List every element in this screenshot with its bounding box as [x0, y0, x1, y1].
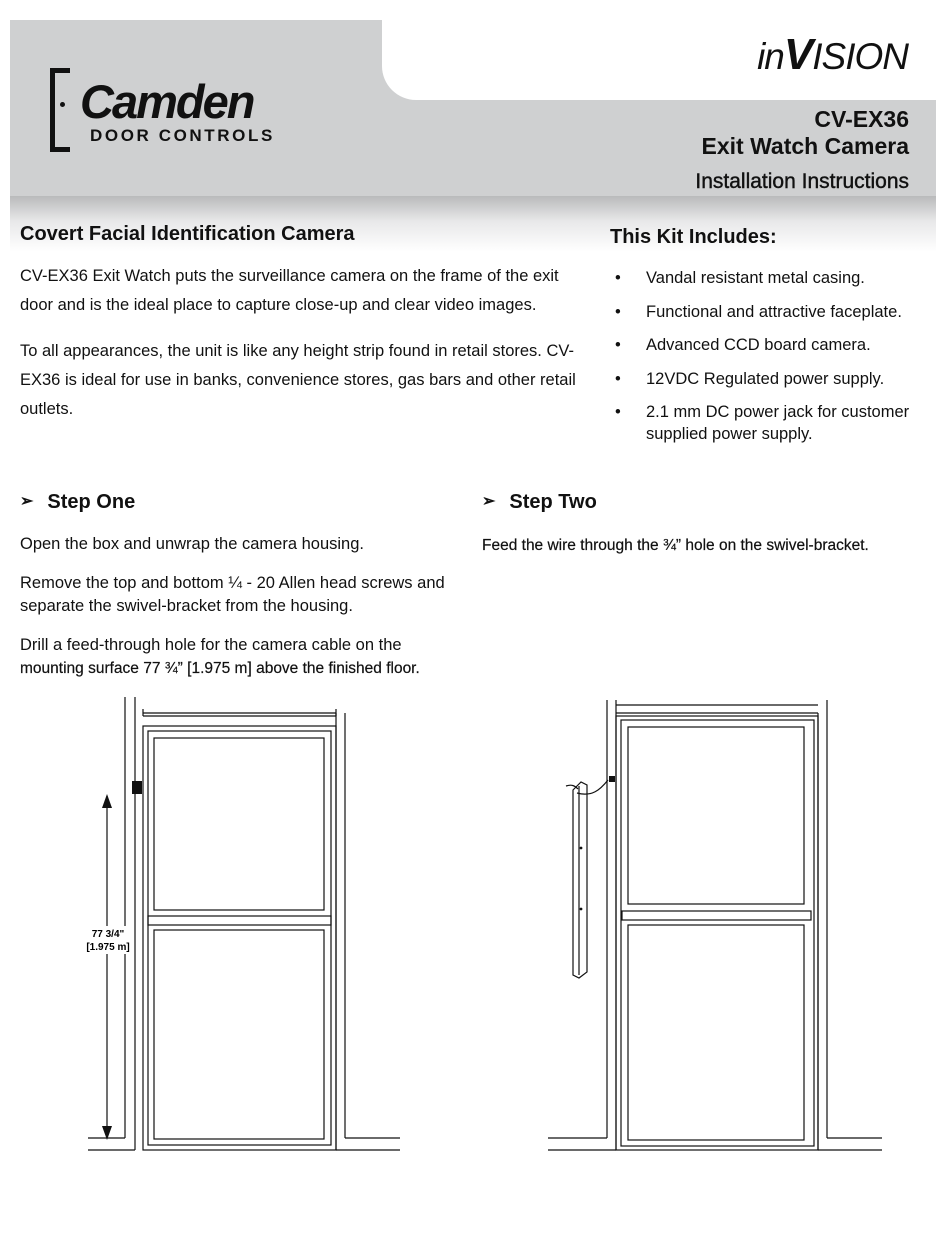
step-one-title: Step One — [47, 491, 136, 513]
invision-prefix: in — [757, 36, 784, 77]
step-two-title: Step Two — [509, 491, 597, 513]
kit-item: • Advanced CCD board camera. — [612, 334, 932, 356]
kit-item: • 2.1 mm DC power jack for customer supplied power supply. — [612, 401, 932, 445]
step-one-text-3b: mounting surface 77 ¾” [1.975 m] above the finished floor. — [20, 660, 420, 677]
invision-v: V — [783, 30, 813, 79]
camden-logo — [50, 68, 320, 158]
step-one-text-2: Remove the top and bottom ¼ - 20 Allen head screws and separate the swivel-bracket from the housing. — [20, 574, 445, 615]
product-model: CV-EX36 — [814, 106, 909, 132]
logo-brand-text: Camden — [80, 75, 254, 128]
intro-paragraph-1: CV-EX36 Exit Watch puts the surveillance camera on the frame of the exit door and is the ideal place to capture close-up and clear video images. — [20, 267, 559, 314]
kit-heading: This Kit Includes: — [610, 226, 777, 248]
kit-item: • 12VDC Regulated power supply. — [612, 368, 932, 390]
logo-bracket — [50, 68, 70, 152]
dimension-label-1: 77 3/4" — [91, 929, 125, 940]
intro-heading: Covert Facial Identification Camera — [20, 223, 355, 245]
invision-suffix: ISION — [812, 36, 908, 77]
product-name: Exit Watch Camera — [701, 133, 909, 159]
door-diagram-step-one — [80, 690, 410, 1160]
step-one-text-3a: Drill a feed-through hole for the camera cable on the — [20, 636, 402, 654]
intro-paragraph-2: To all appearances, the unit is like any height strip found in retail stores. CV-EX36 is ideal for use in banks, convenience stores, gas bars and other retail outlets. — [20, 342, 576, 418]
logo-dot — [60, 102, 65, 107]
logo-sub-text: DOOR CONTROLS — [90, 126, 275, 145]
step-one-text-1: Open the box and unwrap the camera housing. — [20, 535, 364, 553]
camera-hole-marker — [132, 781, 142, 794]
kit-item: • Functional and attractive faceplate. — [612, 301, 932, 323]
dimension-label-2: [1.975 m] — [86, 942, 130, 953]
step-two-heading — [482, 491, 597, 514]
kit-list — [612, 267, 932, 457]
step-two-text-1: Feed the wire through the ¾” hole on the swivel-bracket. — [482, 537, 869, 554]
document-type: Installation Instructions — [695, 170, 909, 193]
door-diagram-step-two — [540, 690, 890, 1160]
step-arrow-icon: ➢ — [20, 493, 34, 510]
step-arrow-icon: ➢ — [482, 493, 496, 510]
kit-item: • Vandal resistant metal casing. — [612, 267, 932, 289]
step-one-heading — [20, 491, 135, 514]
invision-logo — [757, 30, 908, 80]
